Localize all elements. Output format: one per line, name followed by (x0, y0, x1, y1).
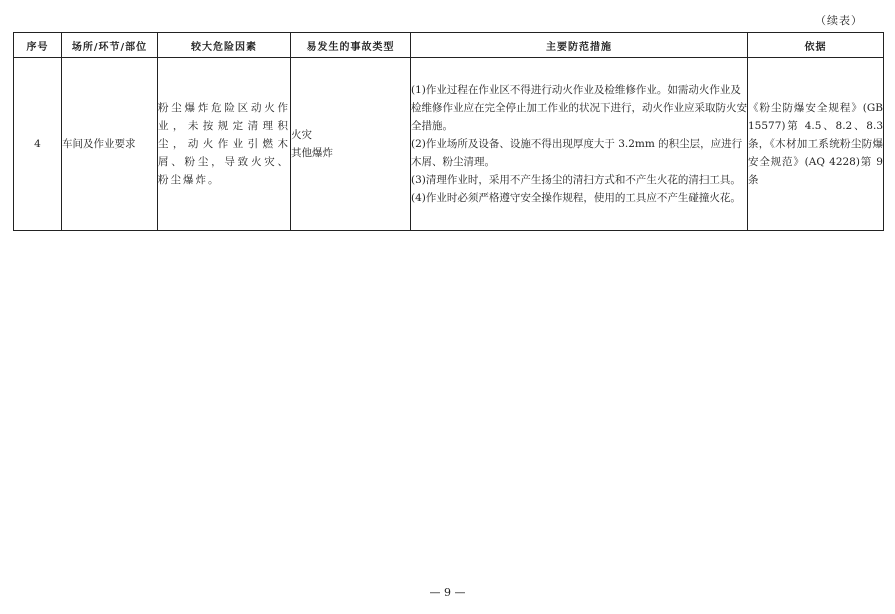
measure-item: (1)作业过程在作业区不得进行动火作业及检维修作业。如需动火作业及检维修作业应在完全停止加工作业的状况下进行，动火作业应采取防火安全措施。 (411, 84, 747, 132)
header-row (14, 33, 884, 58)
accident-type-item: 火灾 (291, 129, 312, 141)
accident-type-item: 其他爆炸 (291, 147, 333, 159)
header-basis: 依据 (748, 33, 884, 58)
measure-item: (4)作业时必须严格遵守安全操作规程，使用的工具应不产生碰撞火花。 (411, 192, 741, 204)
measure-item: (3)清理作业时，采用不产生扬尘的清扫方式和不产生火花的清扫工具。 (411, 174, 741, 186)
header-measures: 主要防范措施 (411, 33, 748, 58)
table-row (14, 58, 884, 231)
header-hazard: 较大危险因素 (158, 33, 291, 58)
header-no: 序号 (14, 33, 62, 58)
measure-item: (2)作业场所及设备、设施不得出现厚度大于 3.2mm 的积尘层，应进行木屑、粉尘清理。 (411, 138, 743, 168)
row-accident-types (291, 58, 411, 231)
header-location: 场所/环节/部位 (62, 33, 158, 58)
row-measures (411, 58, 748, 231)
row-no: 4 (14, 58, 62, 231)
row-hazard: 粉尘爆炸危险区动火作业，未按规定清理积尘，动火作业引燃木屑、粉尘，导致火灾、粉尘爆炸。 (158, 58, 291, 231)
header-accident-type: 易发生的事故类型 (291, 33, 411, 58)
continuation-label: （续表） (815, 14, 863, 27)
row-location: 车间及作业要求 (62, 58, 158, 231)
hazard-table (13, 32, 884, 231)
row-basis: 《粉尘防爆安全规程》(GB 15577)第 4.5、8.2、8.3 条，《木材加工系统粉尘防爆安全规范》(AQ 4228)第 9 条 (748, 58, 884, 231)
page-number: — 9 — (429, 586, 466, 599)
